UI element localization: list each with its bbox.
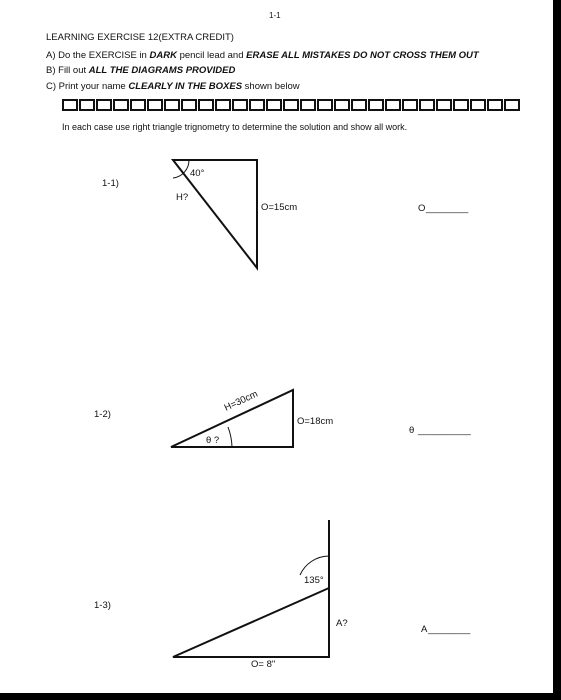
answer-2-blank[interactable]: __________ <box>418 425 471 436</box>
angle-arc-2 <box>228 427 232 447</box>
answer-3-blank[interactable]: ________ <box>428 624 471 635</box>
instruction-c-bold: CLEARLY IN THE BOXES <box>128 81 243 92</box>
triangle-3-angle: 135° <box>304 575 324 586</box>
answer-3-symbol: A <box>421 624 428 635</box>
triangle-3-adj-label: A? <box>336 618 348 629</box>
angle-arc-3 <box>300 556 329 575</box>
instructions-note: In each case use right triangle trignometry to determine the solution and show all work. <box>62 122 408 132</box>
instruction-a-text-2: pencil lead and <box>176 50 247 61</box>
instruction-c-text: C) Print your name <box>46 81 129 92</box>
problem-1-label: 1-1) <box>102 178 119 189</box>
answer-1-blank[interactable]: ________ <box>426 203 469 214</box>
answer-1-symbol: O <box>418 203 426 214</box>
problem-2-label: 1-2) <box>94 409 111 420</box>
instruction-a-bold-2: ERASE ALL MISTAKES DO NOT CROSS THEM OUT <box>246 50 479 61</box>
triangle-2-opp-label: O=18cm <box>297 416 334 427</box>
triangle-2-hyp-label: H=30cm <box>222 388 260 414</box>
triangle-1-angle: 40° <box>190 168 205 179</box>
triangle-1-opp-label: O=15cm <box>261 202 298 213</box>
instruction-b-bold: ALL THE DIAGRAMS PROVIDED <box>88 65 236 76</box>
triangle-3-opp-label: O= 8" <box>251 659 276 670</box>
instruction-a-text: A) Do the EXERCISE in <box>46 50 150 61</box>
triangle-2-angle: θ ? <box>206 435 220 446</box>
triangle-1-hyp-label: H? <box>176 192 189 203</box>
problem-3-label: 1-3) <box>94 600 111 611</box>
triangle-1 <box>173 160 257 268</box>
worksheet-title: LEARNING EXERCISE 12(EXTRA CREDIT) <box>46 32 234 43</box>
instruction-a-bold-1: DARK <box>149 50 177 61</box>
instruction-b-text: B) Fill out <box>46 65 89 76</box>
page-number: 1-1 <box>269 11 281 20</box>
instruction-c-text-2: shown below <box>242 81 300 92</box>
triangle-3 <box>173 588 329 657</box>
answer-2-symbol: θ <box>409 425 415 436</box>
